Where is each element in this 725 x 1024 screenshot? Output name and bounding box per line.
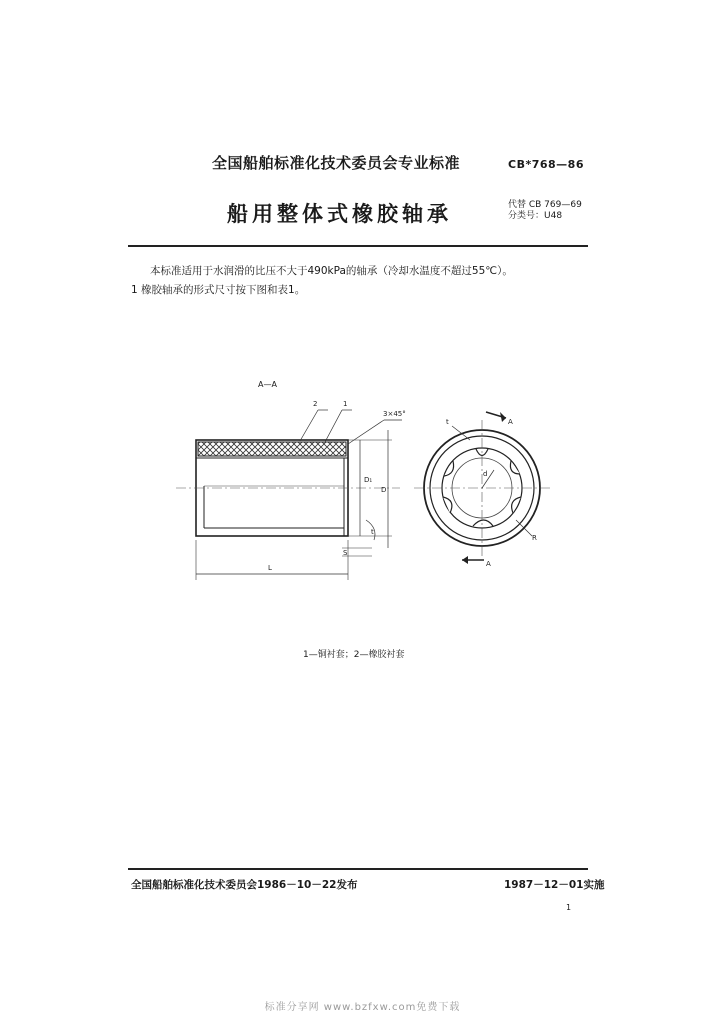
dim-l-label: L (268, 564, 272, 572)
page-number: 1 (566, 903, 572, 912)
classification-number: 分类号：U48 (508, 211, 563, 221)
replaces-note: 代替 CB 769—69 (508, 200, 582, 210)
issuing-organization: 全国船舶标准化技术委员会专业标准 (212, 154, 461, 172)
figure-caption: 1—铜衬套；2—橡胶衬套 (303, 650, 405, 660)
dim-s-label: S (343, 549, 348, 557)
implementation-date: 1987－12－01实施 (504, 879, 605, 891)
end-view-t-label: t (446, 418, 449, 426)
chamfer-label: 3×45° (383, 410, 406, 418)
section-view (176, 410, 402, 580)
section-label: A—A (258, 380, 277, 389)
clause-1: 1 橡胶轴承的形式尺寸按下图和表1。 (131, 284, 306, 296)
section-mark-top: A (508, 418, 513, 426)
end-view-r-label: R (532, 534, 537, 542)
issue-date: 全国船舶标准化技术委员会1986－10－22发布 (131, 879, 358, 891)
callout-1: 1 (343, 400, 348, 408)
document-title: 船用整体式橡胶轴承 (227, 202, 452, 226)
end-view (414, 412, 550, 564)
footer-rule (128, 868, 588, 870)
callout-2: 2 (313, 400, 318, 408)
scope-paragraph: 本标准适用于水润滑的比压不大于490kPa的轴承（冷却水温度不超过55℃）。 (150, 265, 513, 277)
dim-t-label: t (371, 528, 374, 536)
dim-d1-label: D₁ (364, 476, 373, 484)
dim-d-label: D (381, 486, 387, 494)
end-view-d-label: d (483, 470, 488, 478)
standard-code: CB*768—86 (508, 158, 584, 171)
watermark: 标准分享网 www.bzfxw.com免费下载 (264, 1002, 461, 1013)
section-mark-bottom: A (486, 560, 491, 568)
